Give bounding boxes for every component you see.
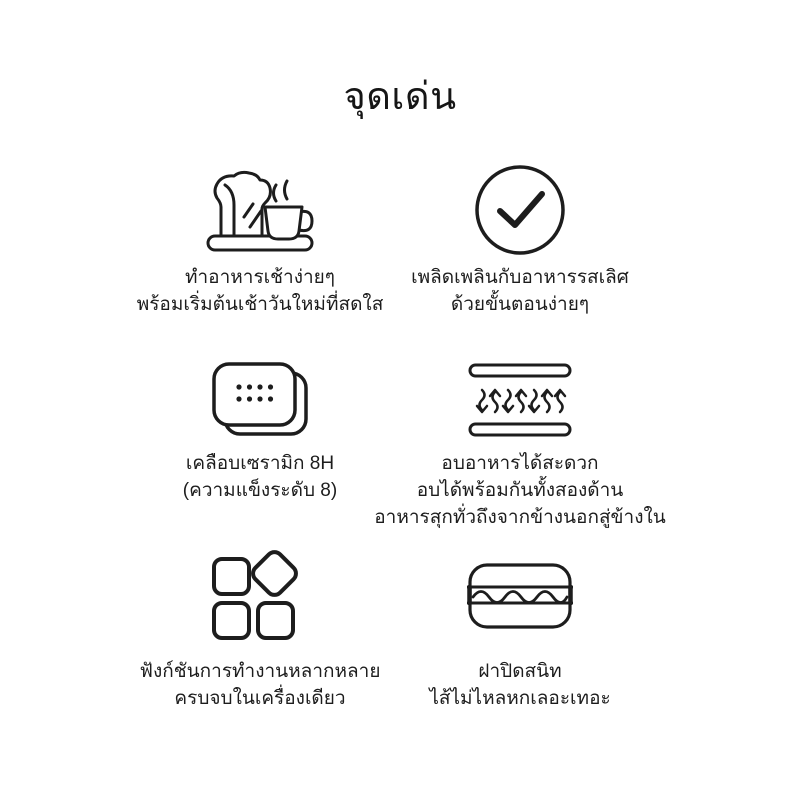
- feature-caption-line: ทำอาหารเช้าง่ายๆ: [184, 267, 335, 288]
- feature-caption: [411, 264, 629, 318]
- feature-caption-line: เคลือบเซรามิก 8H: [185, 453, 335, 474]
- check-circle-icon: [474, 162, 566, 258]
- features-grid: [130, 162, 666, 712]
- feature-caption: [137, 264, 384, 318]
- features-row-1: [130, 162, 650, 356]
- feature-caption-line: ฝาปิดสนิท: [478, 661, 562, 682]
- feature-caption-line: พร้อมเริ่มต้นเช้าวันใหม่ที่สดใส: [136, 294, 384, 315]
- breakfast-toast-coffee-icon: [204, 162, 316, 258]
- feature-double-sided-baking: [374, 356, 666, 546]
- features-row-2: [130, 356, 666, 546]
- sealed-lid-sandwich-icon: [467, 546, 573, 646]
- feature-caption-line: อาหารสุกทั่วถึงจากข้างนอกสู่ข้างใน: [374, 507, 666, 528]
- feature-caption-line: ครบจบในเครื่องเดียว: [174, 688, 346, 709]
- feature-sealed-lid: [390, 546, 650, 712]
- feature-ceramic-coating: [130, 356, 390, 546]
- features-row-3: [130, 546, 650, 712]
- feature-caption: [140, 658, 381, 712]
- double-sided-heating-icon: [468, 356, 572, 444]
- page-title: จุดเด่น: [343, 76, 457, 118]
- feature-caption: [374, 450, 666, 531]
- ceramic-coated-plates-icon: [210, 356, 310, 444]
- feature-caption-line: ไส้ไม่ไหลหกเลอะเทอะ: [429, 688, 611, 709]
- multifunction-squares-icon: [210, 546, 310, 646]
- feature-multifunction: [130, 546, 390, 712]
- feature-caption: [429, 658, 610, 712]
- feature-caption-line: เพลิดเพลินกับอาหารรสเลิศ: [411, 267, 629, 288]
- feature-caption-line: (ความแข็งระดับ 8): [182, 480, 338, 501]
- feature-caption-line: ฟังก์ชันการทำงานหลากหลาย: [139, 661, 381, 682]
- feature-caption: [183, 450, 337, 504]
- feature-caption-line: อบอาหารได้สะดวก: [441, 453, 599, 474]
- feature-caption-line: อบได้พร้อมกันทั้งสองด้าน: [416, 480, 624, 501]
- feature-caption-line: ด้วยขั้นตอนง่ายๆ: [450, 294, 590, 315]
- feature-breakfast: [130, 162, 390, 356]
- feature-easy-steps: [390, 162, 650, 356]
